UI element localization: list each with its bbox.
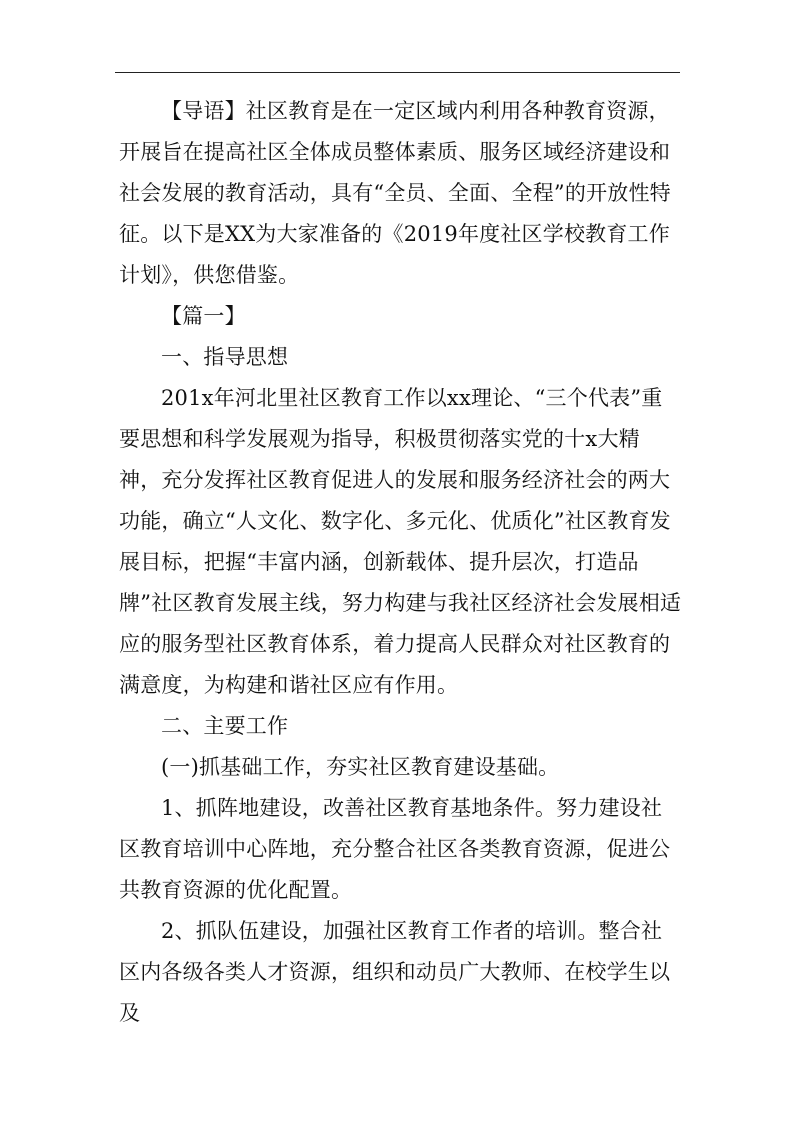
- heading-main-work: 二、主要工作: [161, 714, 289, 738]
- heading-guiding-ideology: 一、指导思想: [161, 345, 289, 369]
- item-venue-construction: 1、抓阵地建设，改善社区教育基地条件。努力建设社区教育培训中心阵地，充分整合社区各类教育资源，促进公共教育资源的优化配置。: [119, 796, 671, 902]
- header-rule: [115, 72, 680, 73]
- intro-paragraph: 【导语】社区教育是在一定区域内利用各种教育资源，开展旨在提高社区全体成员整体素质、服务区域经济建设和社会发展的教育活动，具有“全员、全面、全程”的开放性特征。以下是XX为大家准备的《2019年度社区学校教育工作计划》，供您借鉴。: [119, 99, 671, 287]
- document-body: [119, 91, 682, 1034]
- item-team-building: 2、抓队伍建设，加强社区教育工作者的培训。整合社区内各级各类人才资源，组织和动员广大教师、在校学生以及: [119, 919, 671, 1025]
- guiding-ideology-paragraph: 201x年河北里社区教育工作以xx理论、“三个代表”重要思想和科学发展观为指导，积极贯彻落实党的十x大精神，充分发挥社区教育促进人的发展和服务经济社会的两大功能，确立“人文化、数字化、多元化、优质化”社区教育发展目标，把握“丰富内涵，创新载体、提升层次，打造品牌”社区教育发展主线，努力构建与我社区经济社会发展相适应的服务型社区教育体系，着力提高人民群众对社区教育的满意度，为构建和谐社区应有作用。: [119, 386, 682, 697]
- section-heading-part-one: 【篇一】: [161, 304, 246, 328]
- subheading-foundation-work: (一)抓基础工作，夯实社区教育建设基础。: [161, 755, 560, 779]
